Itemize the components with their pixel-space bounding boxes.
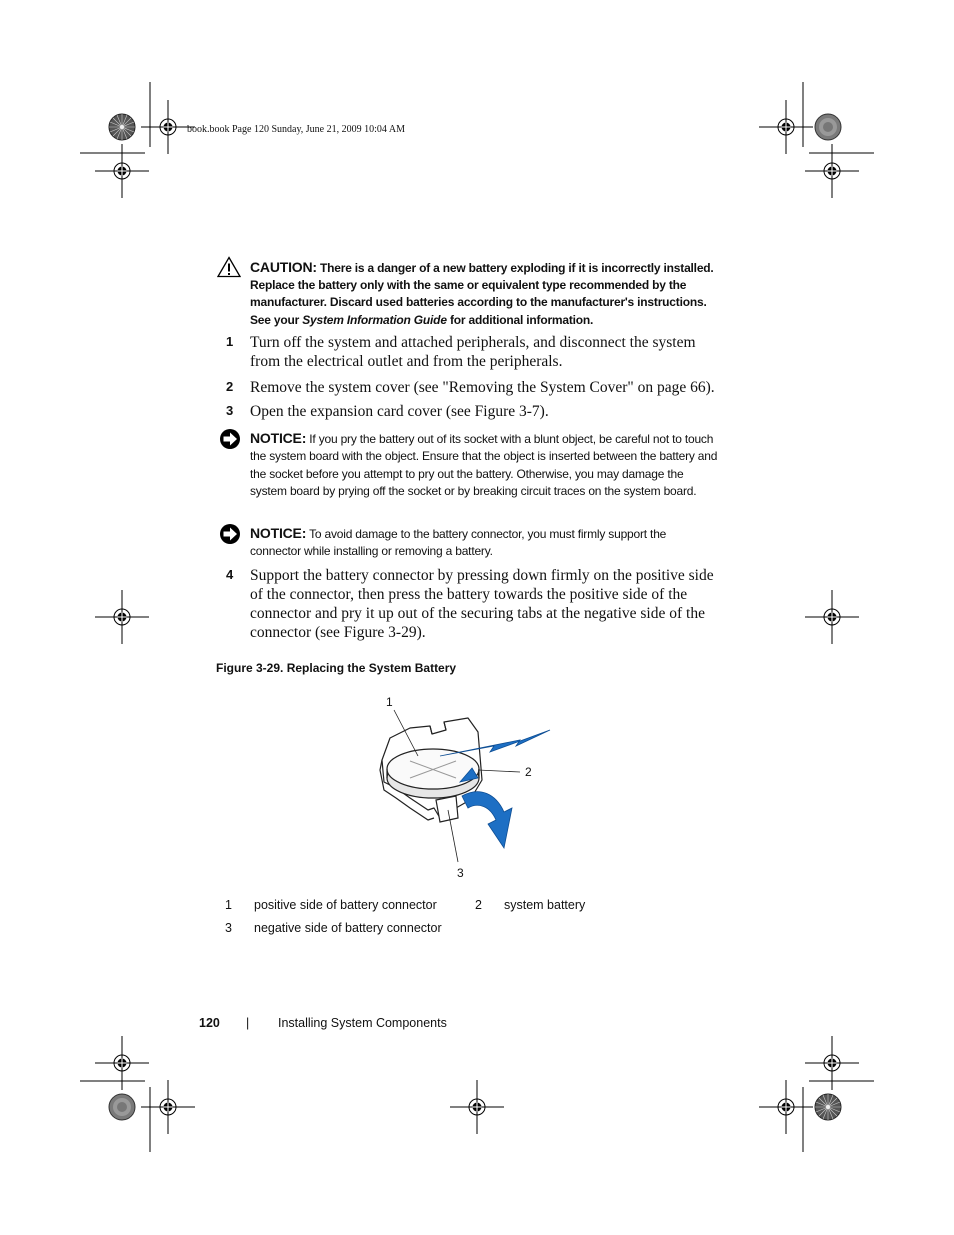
- step-text: Support the battery connector by pressing down firmly on the positive side of the connector, then press the battery towards the positive side of the connector and pry it up out of the securing tabs at the negative side of the connector (see Figure 3-29).: [250, 567, 714, 641]
- notice-text: [250, 525, 718, 561]
- step-number: 1: [226, 334, 234, 349]
- step-number: 4: [226, 567, 234, 582]
- footer-separator: |: [246, 1016, 250, 1030]
- step-text: Remove the system cover (see "Removing the System Cover" on page 66).: [250, 379, 715, 396]
- negative-tab: [436, 796, 458, 822]
- notice-label: NOTICE:: [250, 525, 307, 541]
- file-info-header: book.book Page 120 Sunday, June 21, 2009 10:04 AM: [187, 124, 405, 135]
- figure-caption: Figure 3-29. Replacing the System Battery: [216, 661, 457, 675]
- caution-body: There is a danger of a new battery exploding if it is incorrectly installed. Replace the battery only with the same or equivalent type recommended by the manufacturer. Discard used batteries according to the manufacturer's instructions. See your: [250, 261, 714, 327]
- notice-body: If you pry the battery out of its socket with a blunt object, be careful not to touch the system board with the object. Ensure that the object is inserted between the battery and the socket before you attempt to pry out the battery. Otherwise, you may damage the system board by prying off the socket or by breaking circuit traces on the system board.: [250, 432, 718, 499]
- notice-text: [250, 430, 718, 501]
- notice-body: To avoid damage to the battery connector, you must firmly support the connector while installing or removing a battery.: [250, 527, 667, 559]
- legend-text: negative side of battery connector: [254, 921, 442, 935]
- legend-number: 2: [475, 898, 482, 912]
- battery-figure: [370, 690, 570, 880]
- notice-arrow-icon: [219, 523, 241, 545]
- callout-label: 3: [457, 866, 464, 880]
- page-number: 120: [199, 1016, 220, 1030]
- step-text: Turn off the system and attached peripherals, and disconnect the system from the electrical outlet and from the peripherals.: [250, 334, 696, 370]
- battery-disc: [387, 749, 479, 798]
- step-number: 3: [226, 403, 234, 418]
- caution-label: CAUTION:: [250, 259, 317, 275]
- notice-arrow-icon: [219, 428, 241, 450]
- legend-text: system battery: [504, 898, 586, 912]
- legend-text: positive side of battery connector: [254, 898, 437, 912]
- chapter-title: Installing System Components: [278, 1016, 447, 1030]
- guide-title: System Information Guide: [302, 312, 447, 327]
- legend-number: 3: [225, 921, 232, 935]
- caution-body-end: for additional information.: [449, 312, 594, 327]
- caution-text: [250, 259, 720, 329]
- caution-triangle-icon: [217, 256, 241, 278]
- callout-label: 2: [525, 765, 532, 779]
- legend-number: 1: [225, 898, 232, 912]
- step-number: 2: [226, 379, 234, 394]
- step-text: Open the expansion card cover (see Figure 3-7).: [250, 403, 549, 420]
- notice-label: NOTICE:: [250, 430, 307, 446]
- callout-label: 1: [386, 695, 393, 709]
